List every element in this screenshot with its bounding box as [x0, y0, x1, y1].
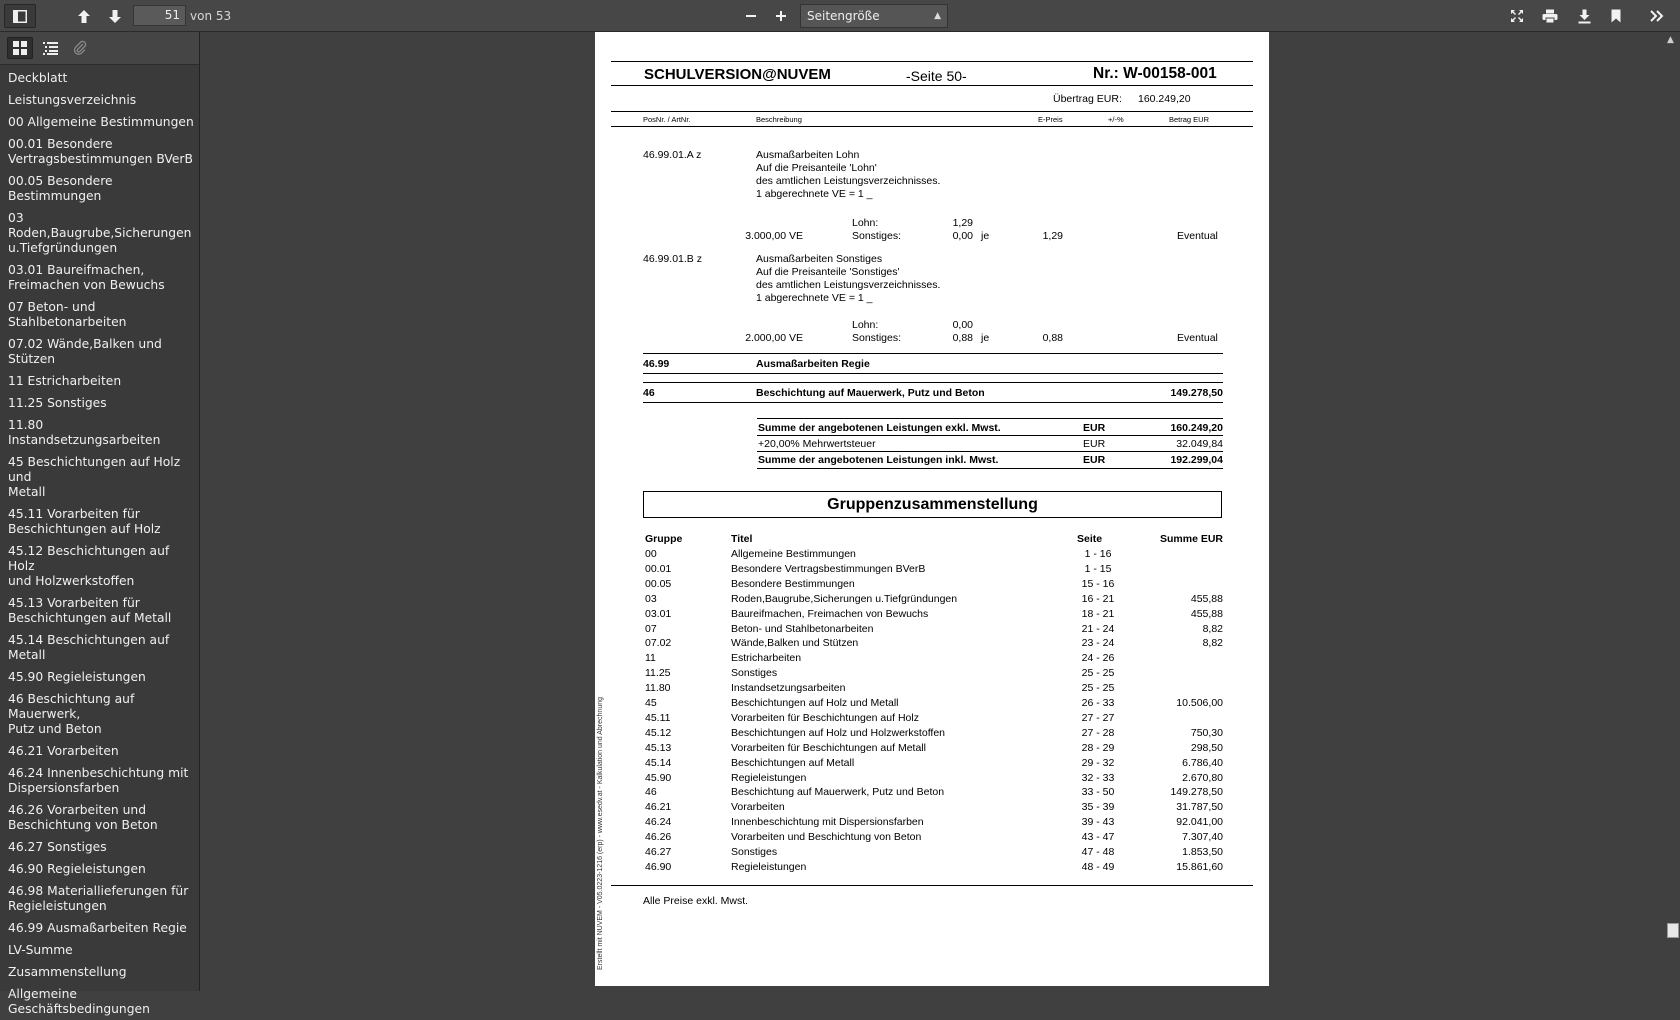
- group-header-group: Gruppe: [645, 533, 683, 545]
- document-outline: [0, 65, 199, 1020]
- group-row-pages: 15 - 16: [1081, 577, 1115, 590]
- group-row-sum: 2.670,80: [1182, 771, 1223, 784]
- group-row-sum: 298,50: [1190, 741, 1223, 754]
- group-row-pages: 43 - 47: [1081, 831, 1115, 844]
- column-rule-bottom: [611, 126, 1253, 127]
- page-number-input[interactable]: 51: [133, 5, 186, 26]
- outline-item[interactable]: LV-Summe: [8, 943, 73, 957]
- vat-label: +20,00% Mehrwertsteuer: [758, 438, 876, 450]
- header-page-label: -Seite 50-: [906, 68, 967, 84]
- tab-thumbnails[interactable]: [7, 37, 33, 59]
- select-arrows-icon: ▲: [934, 11, 941, 21]
- position-number: 46.99.01.B z: [643, 253, 702, 265]
- minus-icon: [745, 10, 757, 22]
- per-unit-label: je: [981, 230, 990, 242]
- group-row-sum: 6.786,40: [1182, 756, 1223, 769]
- group-row-pages: 27 - 27: [1081, 711, 1115, 724]
- column-rule-top: [611, 111, 1253, 112]
- group-row-pages: 33 - 50: [1081, 786, 1115, 799]
- group-row-title: Beschichtung auf Mauerwerk, Putz und Beton: [731, 786, 945, 799]
- page-count-label: von 53: [190, 9, 232, 23]
- thumbnails-icon: [13, 41, 27, 55]
- lohn-value: 1,29: [952, 217, 973, 229]
- outline-item[interactable]: 11 Estricharbeiten: [8, 374, 122, 388]
- group-row-pages: 25 - 25: [1081, 667, 1115, 680]
- total-net-value: 160.249,20: [1170, 422, 1223, 434]
- group-row-number: 00: [645, 548, 657, 560]
- group-row-pages: 1 - 16: [1084, 548, 1112, 560]
- outline-item[interactable]: 46.90 Regieleistungen: [8, 862, 146, 876]
- group-row-title: Besondere Bestimmungen: [731, 577, 855, 590]
- outline-item[interactable]: 46.98 Materiallieferungen für Regieleistungen: [8, 884, 189, 913]
- group-row-number: 03: [645, 592, 657, 605]
- outline-item[interactable]: 00 Allgemeine Bestimmungen: [8, 115, 194, 129]
- unit-price: 0,88: [1042, 332, 1063, 344]
- outline-item[interactable]: Allgemeine Geschäftsbedingungen: [8, 987, 150, 1016]
- scrollbar-thumb[interactable]: [1667, 923, 1679, 938]
- header-document-number: Nr.: W-00158-001: [1093, 65, 1217, 82]
- group-row-number: 46.90: [645, 860, 672, 873]
- position-text-line: 1 abgerechnete VE = 1 _: [756, 188, 873, 200]
- tab-outline[interactable]: [37, 37, 63, 59]
- total-gross-currency: EUR: [1083, 454, 1106, 466]
- subtotal-4699-pos: 46.99: [643, 358, 670, 370]
- outline-item[interactable]: 45 Beschichtungen auf Holz und Metall: [8, 455, 181, 499]
- group-row-sum: 455,88: [1190, 592, 1223, 605]
- zoom-out-button[interactable]: [739, 4, 763, 28]
- total-gross-value: 192.299,04: [1170, 454, 1223, 466]
- group-row-title: Baureifmachen, Freimachen von Bewuchs: [731, 607, 929, 620]
- group-row-number: 03.01: [645, 607, 672, 620]
- position-number: 46.99.01.A z: [643, 149, 702, 161]
- outline-item[interactable]: 03 Roden,Baugrube,Sicherungen u.Tiefgründungen: [8, 211, 192, 255]
- group-row-pages: 35 - 39: [1081, 801, 1115, 814]
- outline-item[interactable]: Deckblatt: [8, 71, 68, 85]
- group-row-number: 45.12: [645, 726, 672, 739]
- plus-icon: [775, 10, 787, 22]
- position-text-line: des amtlichen Leistungsverzeichnisses.: [756, 175, 941, 187]
- position-note: Eventual: [1177, 230, 1218, 242]
- viewer-toolbar: [0, 0, 1680, 32]
- group-row-number: 07: [645, 622, 657, 635]
- arrow-up-icon: [77, 9, 91, 24]
- group-row-number: 11: [645, 652, 656, 665]
- zoom-select-value: Seitengröße: [807, 9, 880, 23]
- group-row-pages: 27 - 28: [1081, 726, 1115, 739]
- outline-item[interactable]: 07.02 Wände,Balken und Stützen: [8, 337, 166, 366]
- group-row-title: Wände,Balken und Stützen: [731, 637, 859, 650]
- group-row-title: Regieleistungen: [731, 771, 807, 784]
- outline-item[interactable]: 46.24 Innenbeschichtung mit Dispersionsfarben: [8, 766, 189, 795]
- per-unit-label: je: [981, 332, 990, 344]
- print-icon: [1542, 9, 1558, 23]
- col-header-eprice: E-Preis: [1038, 115, 1063, 124]
- outline-list-icon: [43, 42, 58, 55]
- outline-item[interactable]: 45.14 Beschichtungen auf Metall: [8, 633, 174, 662]
- footer-note: Alle Preise exkl. Mwst.: [643, 895, 749, 907]
- group-row-title: Besondere Vertragsbestimmungen BVerB: [731, 562, 926, 575]
- subtotal-4699-title: Ausmaßarbeiten Regie: [756, 358, 870, 370]
- group-row-pages: 48 - 49: [1081, 860, 1115, 873]
- col-header-pos: PosNr. / ArtNr.: [643, 115, 691, 124]
- group-row-title: Innenbeschichtung mit Dispersionsfarben: [731, 816, 924, 829]
- footer-rule: [611, 885, 1253, 886]
- sonstiges-label: Sonstiges:: [852, 230, 902, 242]
- group-row-number: 00.01: [645, 562, 672, 575]
- col-header-amount: Betrag EUR: [1169, 115, 1210, 124]
- position-quantity: 2.000,00 VE: [745, 332, 803, 344]
- vat-currency: EUR: [1083, 438, 1106, 450]
- lohn-value: 0,00: [952, 319, 973, 331]
- group-row-sum: 31.787,50: [1176, 801, 1223, 814]
- group-row-sum: 7.307,40: [1182, 831, 1223, 844]
- total-gross-label: Summe der angebotenen Leistungen inkl. Mwst.: [758, 454, 999, 466]
- download-button[interactable]: [1572, 4, 1596, 28]
- fullscreen-icon: [1510, 9, 1524, 23]
- position-text-line: Auf die Preisanteile 'Lohn': [756, 162, 877, 174]
- group-row-pages: 1 - 15: [1084, 562, 1112, 575]
- sidebar: [0, 32, 200, 1016]
- group-row-title: Beschichtungen auf Metall: [731, 756, 855, 769]
- group-row-sum: 8,82: [1202, 637, 1223, 650]
- group-row-number: 11.80: [645, 682, 671, 695]
- group-row-sum: 10.506,00: [1176, 697, 1223, 709]
- bookmark-button[interactable]: [1604, 4, 1628, 28]
- group-summary-title: Gruppenzusammenstellung: [643, 491, 1222, 518]
- group-row-title: Beton- und Stahlbetonarbeiten: [731, 622, 874, 635]
- position-quantity: 3.000,00 VE: [745, 230, 803, 242]
- group-row-pages: 23 - 24: [1081, 637, 1115, 650]
- unit-price: 1,29: [1042, 230, 1063, 242]
- group-row-number: 07.02: [645, 637, 672, 650]
- group-row-pages: 47 - 48: [1081, 846, 1115, 858]
- totals-rule: [757, 418, 1223, 419]
- header-rule-top: [611, 61, 1253, 62]
- outline-item[interactable]: 00.01 Besondere Vertragsbestimmungen BVerB: [8, 137, 193, 166]
- group-row-sum: 8,82: [1202, 622, 1223, 635]
- subtotal-46-pos: 46: [643, 387, 655, 399]
- group-row-sum: 750,30: [1190, 726, 1223, 739]
- group-row-number: 46.27: [645, 846, 672, 858]
- outline-item[interactable]: 45.12 Beschichtungen auf Holz und Holzwerkstoffen: [8, 544, 170, 588]
- outline-item[interactable]: 45.11 Vorarbeiten für Beschichtungen auf Holz: [8, 507, 161, 536]
- group-row-title: Regieleistungen: [731, 860, 807, 873]
- outline-item[interactable]: 45.90 Regieleistungen: [8, 670, 146, 684]
- next-page-button[interactable]: [103, 4, 127, 28]
- group-row-number: 45.13: [645, 741, 672, 754]
- group-row-number: 00.05: [645, 577, 672, 590]
- group-row-pages: 24 - 26: [1081, 652, 1115, 665]
- position-text-line: Ausmaßarbeiten Lohn: [756, 149, 860, 161]
- sonstiges-value: 0,88: [952, 332, 973, 344]
- position-note: Eventual: [1177, 332, 1218, 344]
- position-text-line: 1 abgerechnete VE = 1 _: [756, 292, 873, 304]
- col-header-pm: +/-%: [1108, 115, 1124, 124]
- group-row-title: Vorarbeiten für Beschichtungen auf Metall: [731, 741, 926, 754]
- previous-page-button[interactable]: [72, 4, 96, 28]
- outline-item[interactable]: Leistungsverzeichnis: [8, 93, 137, 107]
- totals-rule: [757, 451, 1223, 452]
- zoom-in-button[interactable]: [769, 4, 793, 28]
- group-row-title: Roden,Baugrube,Sicherungen u.Tiefgründungen: [731, 592, 958, 605]
- group-row-number: 45.14: [645, 756, 672, 769]
- group-row-sum: 455,88: [1190, 607, 1223, 620]
- carry-over-label: Übertrag EUR:: [1053, 93, 1122, 105]
- group-header-page: Seite: [1077, 533, 1103, 545]
- group-row-pages: 32 - 33: [1081, 771, 1115, 784]
- outline-item[interactable]: 46.21 Vorarbeiten: [8, 744, 119, 758]
- group-header-title: Titel: [731, 533, 753, 545]
- group-row-pages: 26 - 33: [1081, 697, 1115, 709]
- pdf-page: [595, 32, 1269, 986]
- vat-value: 32.049,84: [1176, 438, 1223, 450]
- group-row-title: Estricharbeiten: [731, 652, 802, 665]
- generator-side-note: Erstellt mit NUVEM - V05.0223-1216 (erp) - www.esedv.at - Kalkulation und Abrechnung: [597, 697, 604, 970]
- totals-rule: [757, 468, 1223, 469]
- group-row-title: Allgemeine Bestimmungen: [731, 548, 856, 560]
- group-row-pages: 39 - 43: [1081, 816, 1115, 829]
- sidebar-toggle-icon: [13, 10, 27, 23]
- sidebar-toggle-button[interactable]: [4, 4, 36, 28]
- bookmark-icon: [1611, 9, 1621, 23]
- total-net-label: Summe der angebotenen Leistungen exkl. Mwst.: [758, 422, 1001, 434]
- group-row-title: Beschichtungen auf Holz und Holzwerkstoffen: [731, 726, 946, 739]
- position-text-line: Auf die Preisanteile 'Sonstiges': [756, 266, 900, 278]
- group-row-title: Beschichtungen auf Holz und Metall: [731, 697, 899, 709]
- group-row-number: 46: [645, 786, 657, 799]
- print-button[interactable]: [1538, 4, 1562, 28]
- group-row-number: 46.21: [645, 801, 672, 814]
- scroll-up-arrow-icon[interactable]: ▲: [1667, 35, 1674, 45]
- arrow-down-icon: [108, 9, 122, 24]
- lohn-label: Lohn:: [852, 217, 879, 229]
- group-row-pages: 16 - 21: [1081, 592, 1115, 605]
- tools-button[interactable]: [1645, 4, 1669, 28]
- sonstiges-value: 0,00: [952, 230, 973, 242]
- vertical-scrollbar[interactable]: [1664, 32, 1680, 991]
- group-row-sum: 15.861,60: [1176, 860, 1223, 873]
- group-row-number: 11.25: [645, 667, 671, 680]
- tab-attachments[interactable]: [67, 37, 93, 59]
- group-row-pages: 28 - 29: [1081, 741, 1115, 754]
- download-icon: [1578, 9, 1591, 24]
- outline-item[interactable]: 46 Beschichtung auf Mauerwerk, Putz und Beton: [8, 692, 135, 736]
- group-row-number: 45.90: [645, 771, 672, 784]
- group-row-number: 45: [645, 697, 657, 709]
- group-row-title: Vorarbeiten für Beschichtungen auf Holz: [731, 711, 919, 724]
- subtotal-46-title: Beschichtung auf Mauerwerk, Putz und Beton: [756, 387, 985, 399]
- outline-item[interactable]: 11.25 Sonstiges: [8, 396, 107, 410]
- carry-over-value: 160.249,20: [1138, 93, 1191, 105]
- outline-item[interactable]: 03.01 Baureifmachen, Freimachen von Bewuchs: [8, 263, 165, 292]
- group-row-sum: 149.278,50: [1170, 786, 1223, 799]
- group-row-pages: 29 - 32: [1081, 756, 1115, 769]
- group-row-title: Sonstiges: [731, 667, 778, 680]
- group-row-title: Vorarbeiten: [731, 801, 785, 814]
- position-text-line: des amtlichen Leistungsverzeichnisses.: [756, 279, 941, 291]
- totals-rule: [757, 435, 1223, 436]
- group-header-sum: Summe EUR: [1159, 533, 1223, 545]
- group-row-number: 46.26: [645, 831, 672, 844]
- group-row-title: Instandsetzungsarbeiten: [731, 682, 846, 695]
- group-row-number: 45.11: [645, 711, 671, 724]
- outline-item[interactable]: Zusammenstellung: [8, 965, 127, 979]
- subtotal-rule: [643, 382, 1223, 383]
- outline-item[interactable]: 46.27 Sonstiges: [8, 840, 107, 854]
- col-header-desc: Beschreibung: [756, 115, 802, 124]
- total-net-currency: EUR: [1083, 422, 1106, 434]
- subtotal-rule: [643, 373, 1223, 374]
- lohn-label: Lohn:: [852, 319, 879, 331]
- group-row-title: Sonstiges: [731, 846, 778, 858]
- subtotal-rule: [643, 353, 1223, 354]
- paperclip-icon: [73, 41, 87, 55]
- outline-item[interactable]: 07 Beton- und Stahlbetonarbeiten: [8, 300, 127, 329]
- presentation-mode-button[interactable]: [1505, 4, 1529, 28]
- group-row-title: Vorarbeiten und Beschichtung von Beton: [731, 831, 922, 844]
- more-tools-icon: [1650, 10, 1664, 22]
- outline-item[interactable]: 46.26 Vorarbeiten und Beschichtung von Beton: [8, 803, 158, 832]
- outline-item[interactable]: 45.13 Vorarbeiten für Beschichtungen auf Metall: [8, 596, 172, 625]
- sidebar-tabs: [0, 32, 199, 65]
- group-row-pages: 25 - 25: [1081, 682, 1115, 695]
- group-row-pages: 18 - 21: [1081, 607, 1115, 620]
- outline-item[interactable]: 11.80 Instandsetzungsarbeiten: [8, 418, 161, 447]
- subtotal-46-amount: 149.278,50: [1170, 387, 1223, 399]
- sonstiges-label: Sonstiges:: [852, 332, 902, 344]
- group-row-number: 46.24: [645, 816, 672, 829]
- header-company: SCHULVERSION@NUVEM: [644, 66, 831, 83]
- position-text-line: Ausmaßarbeiten Sonstiges: [756, 253, 883, 265]
- group-row-sum: 92.041,00: [1176, 816, 1223, 829]
- outline-item[interactable]: 46.99 Ausmaßarbeiten Regie: [8, 921, 187, 935]
- subtotal-rule: [643, 402, 1223, 403]
- header-rule-bottom: [611, 85, 1253, 86]
- outline-item[interactable]: 00.05 Besondere Bestimmungen: [8, 174, 117, 203]
- zoom-select[interactable]: [800, 4, 948, 28]
- group-row-sum: 1.853,50: [1182, 846, 1223, 858]
- group-row-pages: 21 - 24: [1081, 622, 1115, 635]
